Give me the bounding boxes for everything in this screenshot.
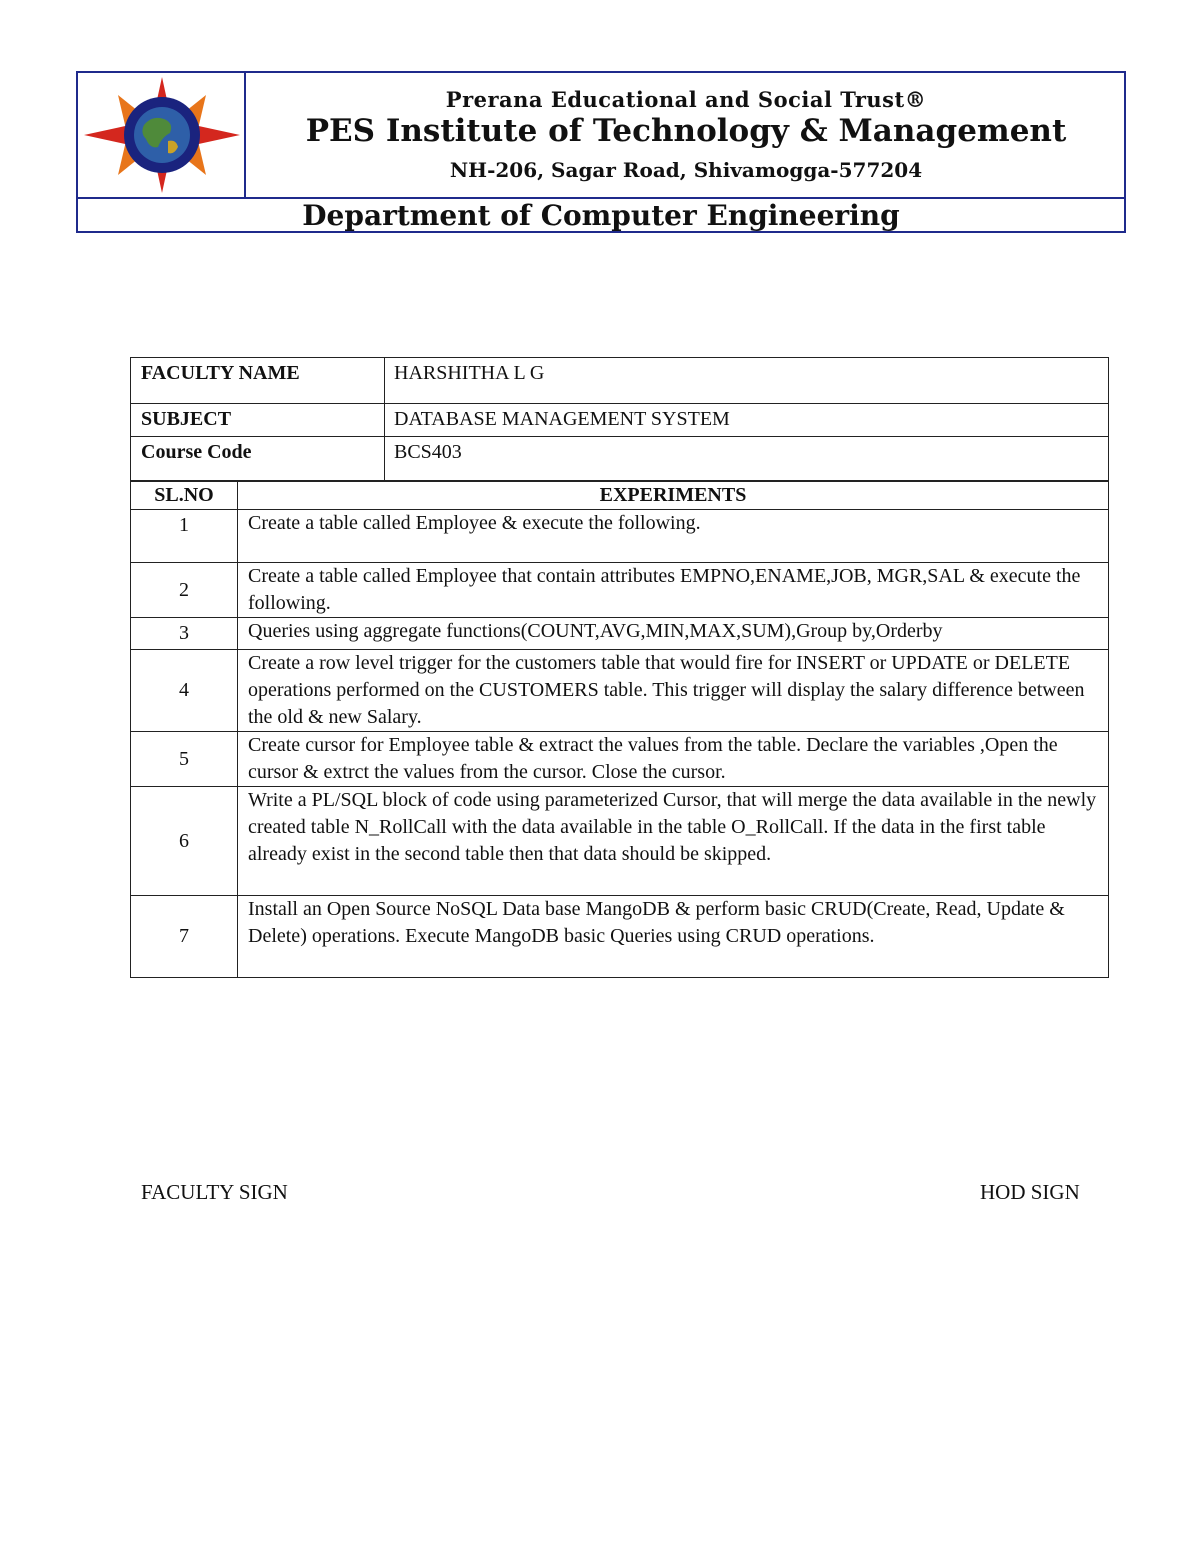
experiment-number: 5 xyxy=(131,732,238,787)
table-header-row xyxy=(131,482,1109,510)
experiment-text: Create a row level trigger for the customers table that would fire for INSERT or UPDATE or DELETE operations performed on the CUSTOMERS table. This trigger will display the salary difference between the old & new Salary. xyxy=(238,650,1109,732)
experiment-number: 4 xyxy=(131,650,238,732)
institute-logo-icon xyxy=(82,75,242,195)
experiment-number: 6 xyxy=(131,787,238,896)
subject-value: DATABASE MANAGEMENT SYSTEM xyxy=(385,404,1109,437)
col-header-slno: SL.NO xyxy=(131,482,238,510)
table-row xyxy=(131,732,1109,787)
experiment-number: 3 xyxy=(131,618,238,650)
experiment-text: Queries using aggregate functions(COUNT,AVG,MIN,MAX,SUM),Group by,Orderby xyxy=(238,618,1109,650)
institute-name: PES Institute of Technology & Management xyxy=(305,113,1067,149)
department-name: Department of Computer Engineering xyxy=(302,199,900,232)
table-row xyxy=(131,787,1109,896)
experiment-number: 2 xyxy=(131,563,238,618)
experiment-text: Write a PL/SQL block of code using parameterized Cursor, that will merge the data available in the newly created table N_RollCall with the data available in the table O_RollCall. If the data in the first table already exist in the second table then that data should be skipped. xyxy=(238,787,1109,896)
hod-sign-label: HOD SIGN xyxy=(980,1180,1080,1204)
letterhead xyxy=(76,71,1126,233)
subject-label: SUBJECT xyxy=(131,404,385,437)
faculty-value: HARSHITHA L G xyxy=(385,358,1109,404)
experiment-number: 7 xyxy=(131,896,238,978)
experiments-table xyxy=(130,481,1109,978)
experiment-text: Create cursor for Employee table & extract the values from the table. Declare the variables ,Open the cursor & extrct the values from the cursor. Close the cursor. xyxy=(238,732,1109,787)
faculty-label: FACULTY NAME xyxy=(131,358,385,404)
trust-name: Prerana Educational and Social Trust® xyxy=(445,87,927,112)
faculty-sign-label: FACULTY SIGN xyxy=(141,1180,288,1204)
table-row xyxy=(131,896,1109,978)
experiment-text: Create a table called Employee that contain attributes EMPNO,ENAME,JOB, MGR,SAL & execute the following. xyxy=(238,563,1109,618)
table-row xyxy=(131,650,1109,732)
course-info-table xyxy=(130,357,1109,481)
institute-address: NH-206, Sagar Road, Shivamogga-577204 xyxy=(449,158,923,182)
table-row xyxy=(131,358,1109,404)
table-row xyxy=(131,563,1109,618)
experiment-text: Install an Open Source NoSQL Data base MangoDB & perform basic CRUD(Create, Read, Update & Delete) operations. Execute MangoDB basic Queries using CRUD operations. xyxy=(238,896,1109,978)
logo-cell xyxy=(78,73,246,197)
table-row xyxy=(131,437,1109,481)
letterhead-text xyxy=(248,73,1124,197)
table-row xyxy=(131,510,1109,563)
table-row xyxy=(131,404,1109,437)
course-code-value: BCS403 xyxy=(385,437,1109,481)
experiment-text: Create a table called Employee & execute the following. xyxy=(238,510,1109,563)
table-row xyxy=(131,618,1109,650)
col-header-experiments: EXPERIMENTS xyxy=(238,482,1109,510)
experiment-number: 1 xyxy=(131,510,238,563)
course-code-label: Course Code xyxy=(131,437,385,481)
